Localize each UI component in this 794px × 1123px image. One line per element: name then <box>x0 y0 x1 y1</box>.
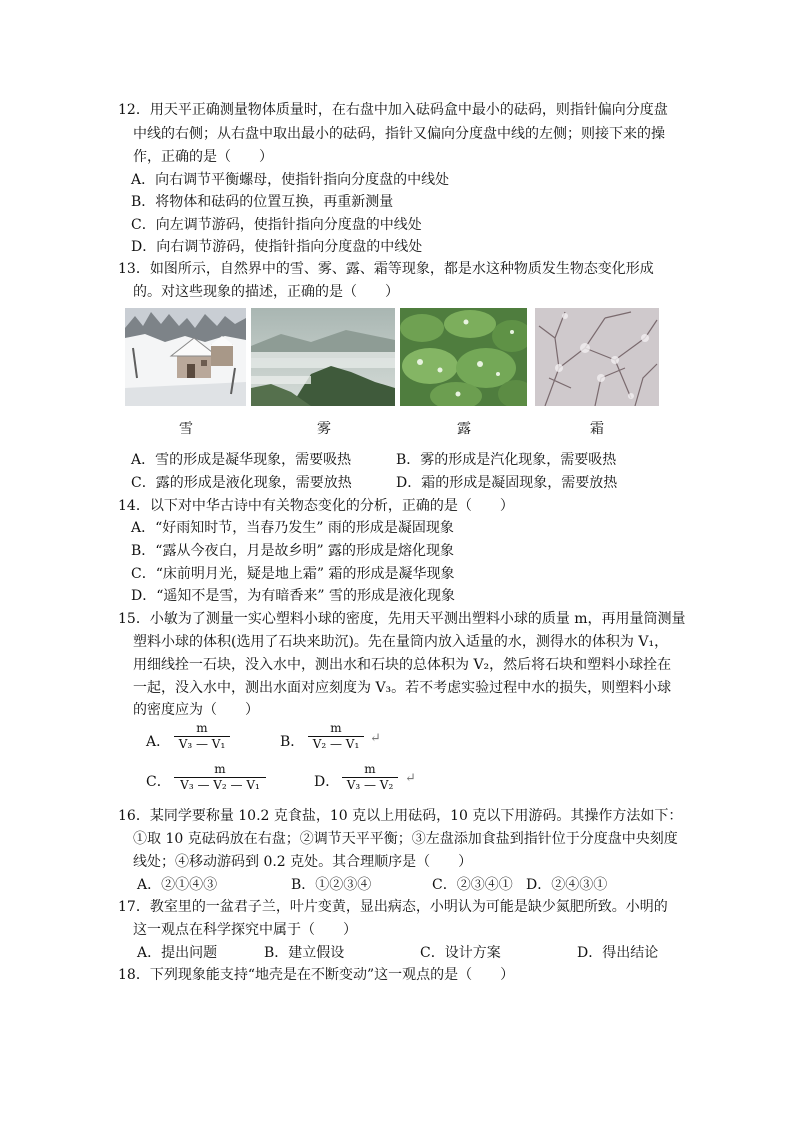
q15-option-c-denominator: V₃ — V₂ — V₁ <box>180 778 260 792</box>
q16-option-a: A．②①④③ <box>137 877 218 893</box>
q15-option-b-numerator: m <box>330 721 342 735</box>
q13-option-c: C．露的形成是液化现象，需要放热 <box>131 475 352 491</box>
q15-stem-line5: 的密度应为（ ） <box>133 702 259 718</box>
q15-option-d-fraction <box>342 762 398 793</box>
q17-option-b: B．建立假设 <box>264 945 345 961</box>
q15-option-a-denominator: V₃ — V₁ <box>178 737 226 751</box>
q17-option-a: A．提出问题 <box>137 945 218 961</box>
q14-option-a: A．“好雨知时节，当春乃发生” 雨的形成是凝固现象 <box>131 520 454 536</box>
q16-stem-line2: ①取 10 克砝码放在右盘；②调节天平平衡；③左盘添加食盐到指针位于分度盘中央刻度 <box>133 831 678 847</box>
q15-option-a-fraction <box>174 721 230 752</box>
q13-stem-line2: 的。对这些现象的描述，正确的是（ ） <box>133 284 399 300</box>
q13-option-d: D．霜的形成是凝固现象，需要放热 <box>396 475 618 491</box>
q18-stem-line1: 18．下列现象能支持“地壳是在不断变动”这一观点的是（ ） <box>118 967 515 983</box>
q15-option-b-denominator: V₂ — V₁ <box>312 737 360 751</box>
q14-option-d: D．“遥知不是雪，为有暗香来” 雪的形成是液化现象 <box>131 588 455 604</box>
frost-photo <box>535 308 659 406</box>
q17-stem-line2: 这一观点在科学探究中属于（ ） <box>133 922 357 938</box>
q16-option-c: C．②③④① <box>432 877 513 893</box>
dew-photo <box>400 308 527 406</box>
q14-stem-line1: 14．以下对中华古诗中有关物态变化的分析，正确的是（ ） <box>118 498 514 514</box>
q12-option-c: C．向左调节游码，使指针指向分度盘的中线处 <box>131 217 422 233</box>
q15-option-b-label: B． <box>280 734 305 750</box>
caption-fog: 雾 <box>317 421 331 437</box>
fog-photo <box>251 308 395 406</box>
q15-option-a-label: A． <box>146 734 171 750</box>
q16-option-d: D．②④③① <box>526 877 608 893</box>
caption-dew: 露 <box>457 421 471 437</box>
q12-option-b: B．将物体和砝码的位置互换，再重新测量 <box>131 194 394 210</box>
q16-stem-line3: 线处；④移动游码到 0.2 克处。其合理顺序是（ ） <box>133 854 473 870</box>
q15-option-a-numerator: m <box>196 721 208 735</box>
q15-stem-line1: 15．小敏为了测量一实心塑料小球的密度，先用天平测出塑料小球的质量 m，再用量筒测量 <box>118 611 686 627</box>
q13-stem-line1: 13．如图所示，自然界中的雪、雾、露、霜等现象，都是水这种物质发生物态变化形成 <box>118 261 654 277</box>
q16-option-b: B．①②③④ <box>291 877 372 893</box>
q12-option-d: D．向右调节游码，使指针指向分度盘的中线处 <box>131 239 423 255</box>
q15-option-c-numerator: m <box>214 762 226 776</box>
caption-frost: 霜 <box>590 421 604 437</box>
q15-option-b-fraction <box>308 721 364 752</box>
q17-stem-line1: 17．教室里的一盆君子兰，叶片变黄，显出病态，小明认为可能是缺少氮肥所致。小明的 <box>118 899 668 915</box>
q15-stem-line2: 塑料小球的体积(选用了石块来助沉)。先在量筒内放入适量的水，测得水的体积为 V₁， <box>133 634 669 650</box>
q12-stem-line2: 中线的右侧；从右盘中取出最小的砝码，指针又偏向分度盘中线的左侧；则接下来的操 <box>133 126 665 142</box>
q14-option-b: B．“露从今夜白，月是故乡明” 露的形成是熔化现象 <box>131 543 455 559</box>
return-mark-icon: ↵ <box>405 771 416 786</box>
q15-option-c-fraction <box>174 762 266 793</box>
return-mark-icon: ↵ <box>370 731 381 746</box>
q15-option-c-label: C． <box>146 774 171 790</box>
q12-stem-line3: 作，正确的是（ ） <box>133 149 273 165</box>
q13-option-a: A．雪的形成是凝华现象，需要吸热 <box>131 452 352 468</box>
q15-option-d-denominator: V₃ — V₂ <box>346 778 394 792</box>
q12-option-a: A．向右调节平衡螺母，使指针指向分度盘的中线处 <box>131 172 450 188</box>
q15-stem-line3: 用细线拴一石块，没入水中，测出水和石块的总体积为 V₂，然后将石块和塑料小球拴在 <box>133 657 672 673</box>
q15-option-d-numerator: m <box>364 762 376 776</box>
q15-option-d-label: D． <box>314 774 340 790</box>
snow-photo <box>125 308 246 406</box>
q12-stem-line1: 12．用天平正确测量物体质量时，在右盘中加入砝码盒中最小的砝码，则指针偏向分度盘 <box>118 102 668 118</box>
q13-option-b: B．雾的形成是汽化现象，需要吸热 <box>396 452 617 468</box>
caption-snow: 雪 <box>179 421 193 437</box>
q17-option-d: D．得出结论 <box>577 945 659 961</box>
q14-option-c: C．“床前明月光，疑是地上霜” 霜的形成是凝华现象 <box>131 566 455 582</box>
q15-stem-line4: 一起，没入水中，测出水面对应刻度为 V₃。若不考虑实验过程中水的损失，则塑料小球 <box>133 680 672 696</box>
q17-option-c: C．设计方案 <box>420 945 501 961</box>
q16-stem-line1: 16．某同学要称量 10.2 克食盐，10 克以上用砝码，10 克以下用游码。其操作方法如下： <box>118 808 683 824</box>
